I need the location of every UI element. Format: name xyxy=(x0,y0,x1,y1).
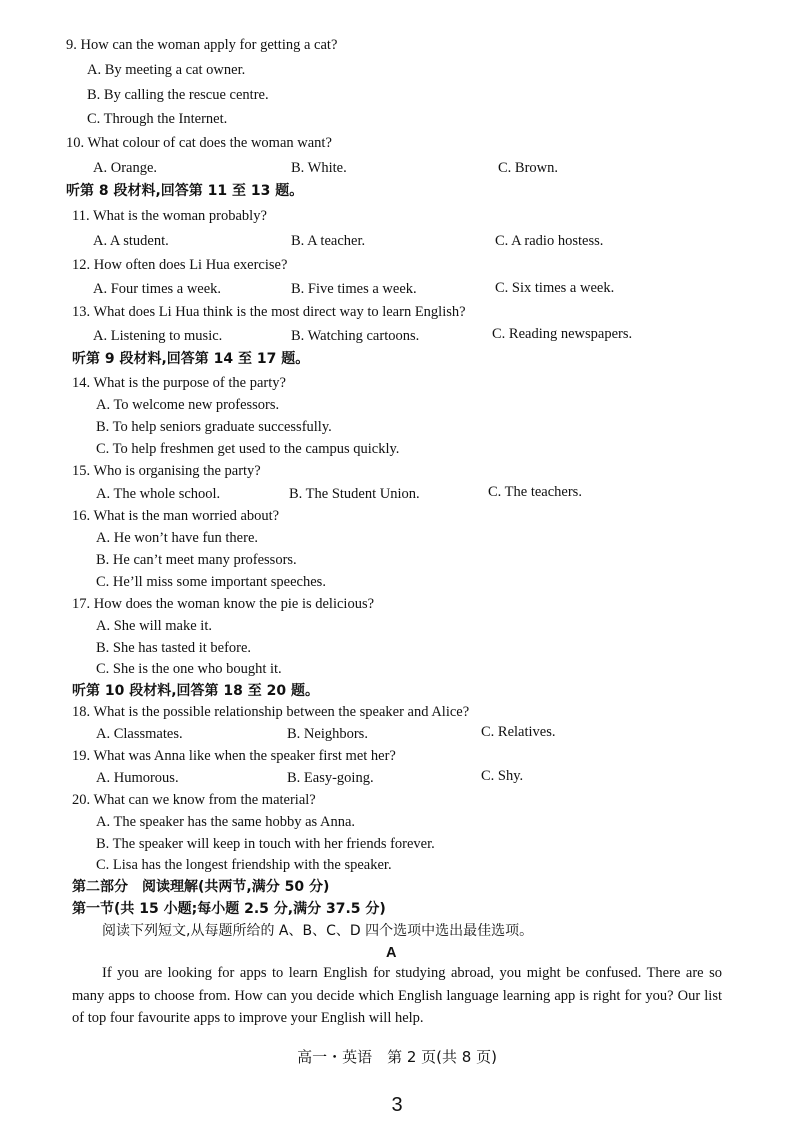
q9-option-a: A. By meeting a cat owner. xyxy=(87,62,246,78)
q16-option-a: A. He won’t have fun there. xyxy=(96,530,258,546)
reading-instruction: 阅读下列短文,从每题所给的 A、B、C、D 四个选项中选出最佳选项。 xyxy=(102,923,534,939)
q18-stem: 18. What is the possible relationship between the speaker and Alice? xyxy=(72,704,470,720)
section-heading-9: 听第 9 段材料,回答第 14 至 17 题。 xyxy=(72,351,310,367)
q20-option-c: C. Lisa has the longest friendship with the speaker. xyxy=(96,857,392,873)
q19-stem: 19. What was Anna like when the speaker first met her? xyxy=(72,748,396,764)
q16-option-b: B. He can’t meet many professors. xyxy=(96,552,297,568)
section-one-heading: 第一节(共 15 小题;每小题 2.5 分,满分 37.5 分) xyxy=(72,901,386,917)
q18-option-a: A. Classmates. xyxy=(96,726,183,742)
q10-stem: 10. What colour of cat does the woman want? xyxy=(66,135,332,151)
q12-option-c: C. Six times a week. xyxy=(495,280,615,296)
q16-option-c: C. He’ll miss some important speeches. xyxy=(96,574,326,590)
q11-option-c: C. A radio hostess. xyxy=(495,233,604,249)
q15-option-a: A. The whole school. xyxy=(96,486,221,502)
q10-option-a: A. Orange. xyxy=(93,160,158,176)
q14-option-a: A. To welcome new professors. xyxy=(96,397,280,413)
q11-option-a: A. A student. xyxy=(93,233,169,249)
part-two-heading: 第二部分 阅读理解(共两节,满分 50 分) xyxy=(72,879,330,895)
passage-label: A xyxy=(386,945,397,961)
q19-option-a: A. Humorous. xyxy=(96,770,179,786)
q19-option-b: B. Easy-going. xyxy=(287,770,374,786)
page-footer: 高一・英语 第 2 页(共 8 页) xyxy=(297,1048,497,1066)
q19-option-c: C. Shy. xyxy=(481,768,524,784)
section-heading-10: 听第 10 段材料,回答第 18 至 20 题。 xyxy=(72,683,320,699)
q20-stem: 20. What can we know from the material? xyxy=(72,792,316,808)
q9-option-c: C. Through the Internet. xyxy=(87,111,228,127)
q11-option-b: B. A teacher. xyxy=(291,233,366,249)
q14-option-c: C. To help freshmen get used to the campus quickly. xyxy=(96,441,400,457)
q15-option-b: B. The Student Union. xyxy=(289,486,420,502)
q15-stem: 15. Who is organising the party? xyxy=(72,463,261,479)
q16-stem: 16. What is the man worried about? xyxy=(72,508,280,524)
section-heading-8: 听第 8 段材料,回答第 11 至 13 题。 xyxy=(66,183,304,199)
q17-option-c: C. She is the one who bought it. xyxy=(96,661,282,677)
q12-option-b: B. Five times a week. xyxy=(291,281,417,297)
q13-stem: 13. What does Li Hua think is the most direct way to learn English? xyxy=(72,304,466,320)
q17-option-a: A. She will make it. xyxy=(96,618,212,634)
q12-option-a: A. Four times a week. xyxy=(93,281,222,297)
q9-option-b: B. By calling the rescue centre. xyxy=(87,87,269,103)
q13-option-c: C. Reading newspapers. xyxy=(492,326,633,342)
page-number: 3 xyxy=(391,1094,403,1116)
q12-stem: 12. How often does Li Hua exercise? xyxy=(72,257,288,273)
q17-stem: 17. How does the woman know the pie is delicious? xyxy=(72,596,375,612)
q13-option-a: A. Listening to music. xyxy=(93,328,223,344)
q14-stem: 14. What is the purpose of the party? xyxy=(72,375,286,391)
passage-a-text: If you are looking for apps to learn English for studying abroad, you might be confused. There are so many apps to choose from. How can you decide which English language learning app is right for you? Our list of top four favourite apps to improve your English will help. xyxy=(72,965,722,1026)
q17-option-b: B. She has tasted it before. xyxy=(96,640,252,656)
q13-option-b: B. Watching cartoons. xyxy=(291,328,420,344)
q20-option-b: B. The speaker will keep in touch with her friends forever. xyxy=(96,836,435,852)
q18-option-b: B. Neighbors. xyxy=(287,726,368,742)
q11-stem: 11. What is the woman probably? xyxy=(72,208,267,224)
q18-option-c: C. Relatives. xyxy=(481,724,556,740)
q15-option-c: C. The teachers. xyxy=(488,484,582,500)
q14-option-b: B. To help seniors graduate successfully. xyxy=(96,419,332,435)
q10-option-b: B. White. xyxy=(291,160,347,176)
q9-stem: 9. How can the woman apply for getting a cat? xyxy=(66,37,338,53)
q10-option-c: C. Brown. xyxy=(498,160,559,176)
q20-option-a: A. The speaker has the same hobby as Anna. xyxy=(96,814,356,830)
